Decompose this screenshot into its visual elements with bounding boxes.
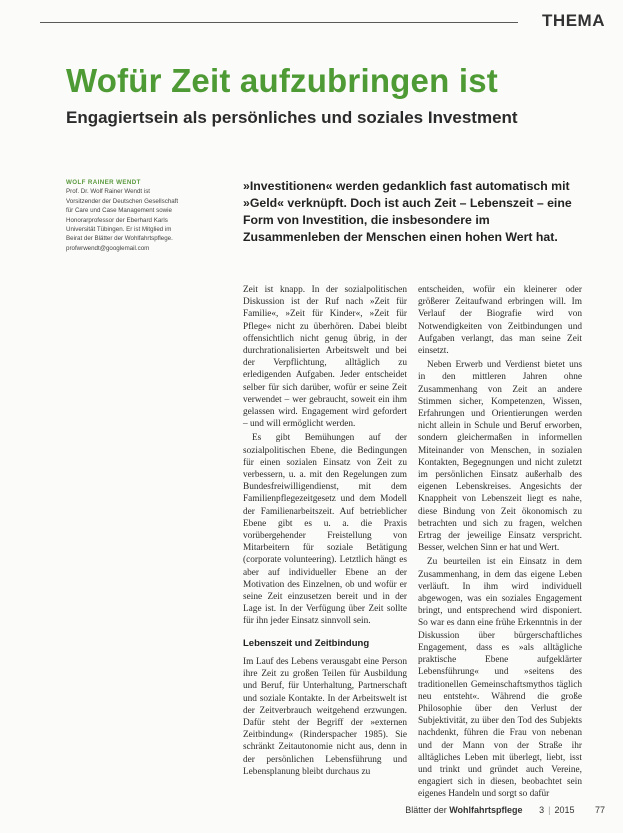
article-title: Wofür Zeit aufzubringen ist bbox=[66, 62, 498, 99]
author-name: WOLF RAINER WENDT bbox=[66, 179, 141, 186]
lead-paragraph: »Investitionen« werden gedanklich fast automatisch mit »Geld« verknüpft. Doch ist auch Zeit – Lebenszeit – eine Form von Investition, die insbesondere im Zusammenleben der Menschen einen hohen Wert hat. bbox=[243, 179, 572, 244]
author-email[interactable]: profwrwendt@googlemail.com bbox=[66, 244, 150, 252]
page-number: 77 bbox=[594, 805, 605, 815]
body-column-1 bbox=[243, 284, 407, 780]
article-subtitle: Engagiertsein als persönliches und soziales Investment bbox=[66, 108, 518, 127]
journal-name-bold: Wohlfahrtspflege bbox=[449, 805, 523, 815]
paragraph: Zu beurteilen ist ein Einsatz in dem Zusammenhang, in dem das eigene Leben verläuft. In ihm wird individuell abgewogen, was ein soziales Engagement bringt, und entsprechend wird disponiert. So war es dann eine frühe Erkenntnis in der Diskussion über bürgerschaftliches Engagement, dass es »als alltägliche praktische Ebene aufgeklärter Lebensführung« und »seitens des traditionellen Gemeinschaftsmythos täglich neu entsteht«. Während die große Philosophie über den Verlust der Subjektivität, zu über den Tod des Subjekts nachdenkt, führen die Frau von nebenan und der Mann von der Straße ihr alltägliches Leben mit überlegt, liebt, isst und trinkt und gründet auch Vereine, engagiert sich in diesen, beobachtet sein eigenes Handeln und sorgt so dafür bbox=[418, 557, 582, 800]
paragraph: Neben Erwerb und Verdienst bietet uns in den mittleren Jahren ohne Zusammenhang von Zeit an andere Stimmen sicher, Kompetenzen, Wissen, Erfahrungen und Orientierungen werden nicht allein in Schule und Beruf erworben, sondern gleichermaßen in informellen Miteinander von Menschen, in sozialen Kontakten, Begegnungen und nicht zuletzt im persönlichen Einsatz außerhalb des eigenen Lebenskreises. Angesichts der Knappheit von Lebenszeit liegt es nahe, diese Bindung von Zeit ökonomisch zu betrachten und sich zu fragen, welchen Ertrag der jeweilige Einsatz verspricht. Besser, welchen Sinn er hat und Wert. bbox=[418, 360, 582, 554]
section-heading: Lebenszeit und Zeitbindung bbox=[243, 637, 370, 649]
author-bio: Prof. Dr. Wolf Rainer Wendt ist Vorsitzender der Deutschen Gesellschaft für Care und Case Management sowie Honorarprofessor der Eberhard Karls Universität Tübingen. Er ist Mitglied im Beirat der Blätter der Wohlfahrtspflege. bbox=[66, 188, 179, 243]
journal-name-prefix: Blätter der bbox=[405, 805, 450, 815]
body-column-2 bbox=[418, 284, 582, 803]
issue-number: 3 bbox=[539, 805, 545, 815]
paragraph: Im Lauf des Lebens verausgabt eine Person ihre Zeit zu großen Teilen für Ausbildung und Beruf, für Unterhaltung, Partnerschaft und soziale Kontakte. In der Arbeitswelt ist der Zeitverbrauch weitgehend erzwungen. Dafür steht der Begriff der »externen Zeitbindung« (Rinderspacher 1985). Sie schränkt Zeitautonomie nicht aus, denn in der persönlichen Lebensführung und Lebensplanung bleibt durchaus zu bbox=[243, 656, 407, 777]
paragraph: Es gibt Bemühungen auf der sozialpolitischen Ebene, die Bedingungen für einen sozialen Einsatz von Zeit zu verbessern, u. a. mit den Regelungen zum Bundesfreiwilligendienst, mit dem Familienpflegezeitgesetz und dem Modell der Familienarbeitszeit. Auf betrieblicher Ebene gibt es u. a. die Praxis vorübergehender Freistellung von Mitarbeitern für soziale Betätigung (corporate volunteering). Letztlich hängt es aber auf individueller Ebene an der Motivation des Einzelnen, ob und wofür er seine Zeit einzusetzen bereit und in der Lage ist. In der Verfügung über Zeit sollte für ihn jeder Einsatz sinnvoll sein. bbox=[243, 433, 407, 627]
paragraph: Zeit ist knapp. In der sozialpolitischen Diskussion ist der Ruf nach »Zeit für Familie«, »Zeit für Kinder«, »Zeit für Pflege« nicht zu überhören. Dabei bleibt offensichtlich nicht genug übrig, in der durchrationalisierten Arbeitswelt und bei der Verpflichtung, alltäglich zu erledigenden Aufgaben. Jeder entscheidet selber für sich darüber, wofür er seine Zeit verwendet – wer gebraucht, soweit ein ihm gelassen wird. Engagement wird gefordert – und will ermöglicht werden. bbox=[243, 285, 407, 430]
issue-separator: | bbox=[548, 805, 551, 815]
issue-year: 2015 bbox=[554, 805, 575, 815]
page-footer bbox=[405, 805, 605, 815]
author-box bbox=[66, 178, 186, 253]
section-label: THEMA bbox=[542, 11, 605, 30]
paragraph: entscheiden, wofür ein kleinerer oder größerer Zeitaufwand erbringen will. Im Verlauf der Biografie wird von Notwendigkeiten von Zeitbindungen und Aufgaben verlangt, das man seine Zeit einsetzt. bbox=[418, 285, 582, 357]
header-rule bbox=[40, 22, 518, 23]
